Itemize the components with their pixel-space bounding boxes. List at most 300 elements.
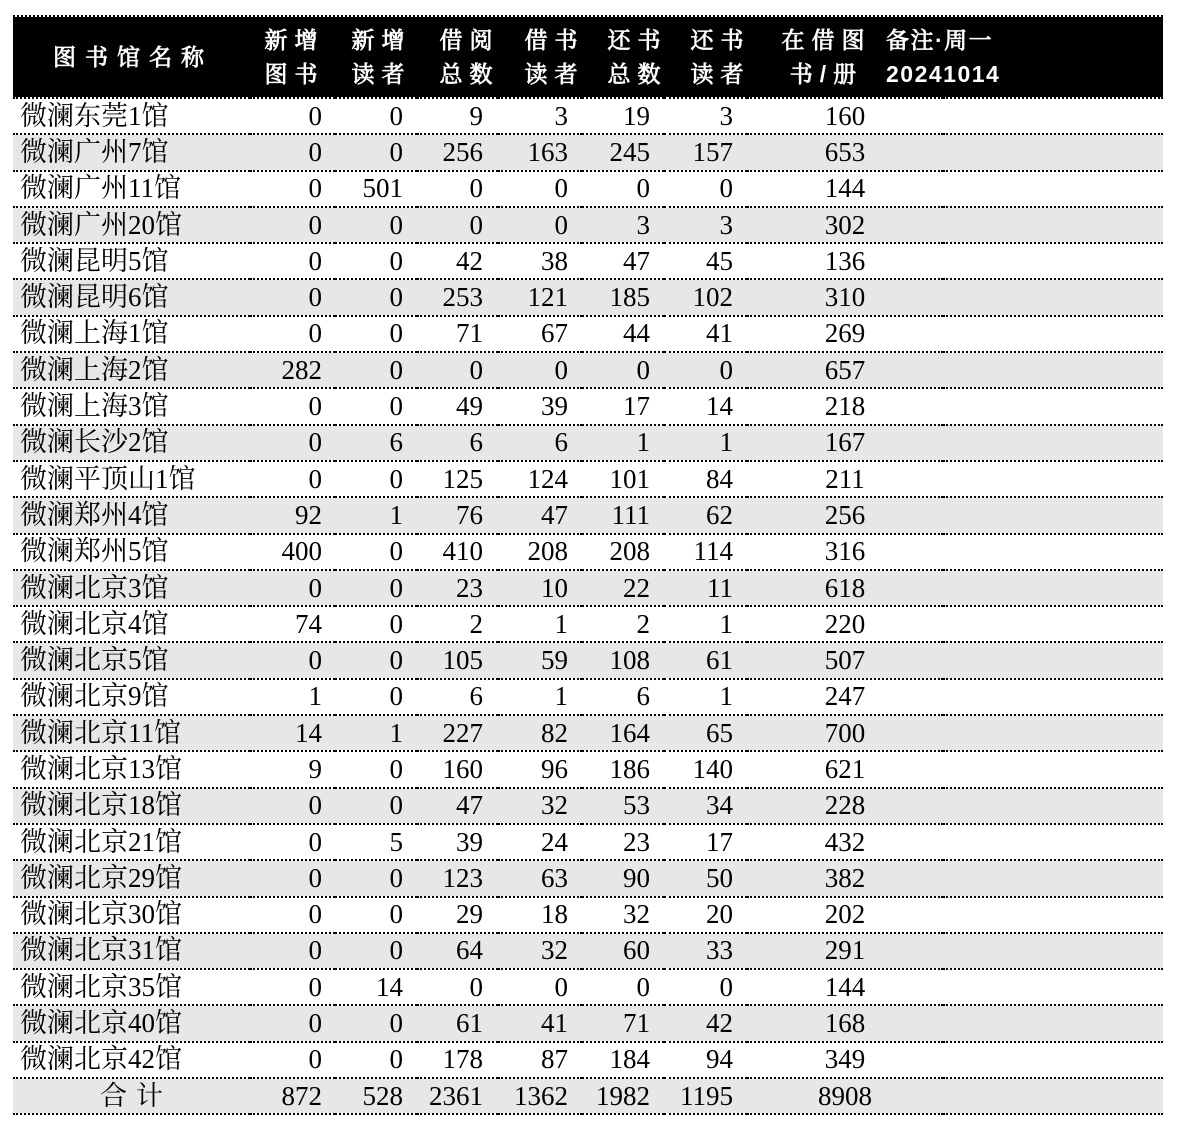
cell-value: 34 xyxy=(664,788,747,824)
cell-value: 0 xyxy=(582,171,664,207)
cell-value: 282 xyxy=(250,352,335,388)
column-header-line: 书/册 xyxy=(789,61,864,87)
cell-value: 0 xyxy=(498,207,582,243)
cell-value: 0 xyxy=(335,570,417,606)
cell-value: 0 xyxy=(335,534,417,570)
table-row xyxy=(13,897,1163,933)
table-row xyxy=(13,388,1163,424)
cell-value: 121 xyxy=(498,279,582,315)
cell-library-name: 微澜昆明5馆 xyxy=(13,243,250,279)
cell-value: 0 xyxy=(335,207,417,243)
cell-value: 19 xyxy=(582,98,664,134)
cell-books-on-loan: 247 xyxy=(747,679,943,715)
table-row xyxy=(13,969,1163,1005)
cell-books-on-loan: 218 xyxy=(747,388,943,424)
cell-value: 61 xyxy=(417,1005,498,1041)
cell-value: 410 xyxy=(417,534,498,570)
total-row xyxy=(13,1078,1163,1114)
cell-library-name: 微澜北京4馆 xyxy=(13,606,250,642)
cell-note xyxy=(943,171,1163,207)
cell-value: 5 xyxy=(335,824,417,860)
cell-value: 32 xyxy=(582,897,664,933)
cell-value: 41 xyxy=(664,316,747,352)
cell-value: 0 xyxy=(250,969,335,1005)
table-row xyxy=(13,1042,1163,1078)
cell-value: 23 xyxy=(582,824,664,860)
cell-value: 0 xyxy=(250,897,335,933)
cell-value: 11 xyxy=(664,570,747,606)
cell-value: 59 xyxy=(498,642,582,678)
table-row xyxy=(13,824,1163,860)
cell-note xyxy=(943,388,1163,424)
cell-value: 3 xyxy=(582,207,664,243)
cell-value: 184 xyxy=(582,1042,664,1078)
cell-value: 9 xyxy=(250,751,335,787)
cell-books-on-loan: 202 xyxy=(747,897,943,933)
cell-books-on-loan: 220 xyxy=(747,606,943,642)
cell-value: 3 xyxy=(498,98,582,134)
cell-value: 0 xyxy=(250,860,335,896)
cell-value: 1982 xyxy=(582,1078,664,1114)
table-row xyxy=(13,860,1163,896)
cell-value: 0 xyxy=(335,679,417,715)
cell-value: 0 xyxy=(335,606,417,642)
cell-value: 163 xyxy=(498,134,582,170)
column-header-new-readers xyxy=(328,17,428,97)
cell-books-on-loan: 618 xyxy=(747,570,943,606)
cell-value: 0 xyxy=(250,1005,335,1041)
cell-value: 0 xyxy=(335,134,417,170)
cell-value: 0 xyxy=(250,316,335,352)
cell-library-name: 微澜北京29馆 xyxy=(13,860,250,896)
column-header-line: 总数 xyxy=(439,61,500,87)
cell-value: 872 xyxy=(250,1078,335,1114)
cell-value: 47 xyxy=(498,497,582,533)
library-stats-table xyxy=(13,97,1163,1115)
cell-books-on-loan: 160 xyxy=(747,98,943,134)
table-row xyxy=(13,497,1163,533)
cell-value: 60 xyxy=(582,933,664,969)
table-row xyxy=(13,570,1163,606)
cell-note xyxy=(943,860,1163,896)
column-header-line: 还书 xyxy=(607,27,668,53)
cell-note xyxy=(943,570,1163,606)
cell-note xyxy=(943,897,1163,933)
cell-value: 76 xyxy=(417,497,498,533)
cell-value: 0 xyxy=(335,461,417,497)
table-row xyxy=(13,98,1163,134)
column-header-line: 借书 xyxy=(524,27,585,53)
cell-value: 38 xyxy=(498,243,582,279)
cell-books-on-loan: 291 xyxy=(747,933,943,969)
cell-library-name: 微澜北京9馆 xyxy=(13,679,250,715)
cell-value: 0 xyxy=(335,860,417,896)
cell-library-name: 微澜上海1馆 xyxy=(13,316,250,352)
cell-note xyxy=(943,715,1163,751)
table-row xyxy=(13,243,1163,279)
cell-value: 185 xyxy=(582,279,664,315)
cell-note xyxy=(943,1042,1163,1078)
cell-value: 501 xyxy=(335,171,417,207)
cell-note xyxy=(943,425,1163,461)
cell-value: 71 xyxy=(417,316,498,352)
cell-value: 71 xyxy=(582,1005,664,1041)
cell-value: 0 xyxy=(664,352,747,388)
cell-library-name: 微澜东莞1馆 xyxy=(13,98,250,134)
cell-value: 39 xyxy=(417,824,498,860)
column-header-line: 图书 xyxy=(264,61,325,87)
column-header-line: 20241014 xyxy=(886,61,1001,87)
cell-library-name: 微澜北京3馆 xyxy=(13,570,250,606)
column-header-line: 新增 xyxy=(264,27,325,53)
cell-value: 0 xyxy=(250,824,335,860)
cell-value: 53 xyxy=(582,788,664,824)
cell-value: 114 xyxy=(664,534,747,570)
cell-value: 0 xyxy=(498,969,582,1005)
total-label-cell: 合计 xyxy=(13,1078,250,1114)
cell-books-on-loan: 228 xyxy=(747,788,943,824)
cell-value: 17 xyxy=(582,388,664,424)
cell-value: 245 xyxy=(582,134,664,170)
cell-library-name: 微澜北京35馆 xyxy=(13,969,250,1005)
cell-note xyxy=(943,679,1163,715)
cell-value: 6 xyxy=(582,679,664,715)
cell-value: 62 xyxy=(664,497,747,533)
cell-note xyxy=(943,316,1163,352)
cell-value: 0 xyxy=(582,352,664,388)
cell-value: 9 xyxy=(417,98,498,134)
cell-library-name: 微澜北京30馆 xyxy=(13,897,250,933)
table-header-row xyxy=(13,17,1163,97)
cell-value: 24 xyxy=(498,824,582,860)
cell-value: 0 xyxy=(664,171,747,207)
cell-books-on-loan: 167 xyxy=(747,425,943,461)
cell-value: 67 xyxy=(498,316,582,352)
cell-value: 50 xyxy=(664,860,747,896)
column-header-library-name: 图书馆名称 xyxy=(53,44,213,70)
cell-library-name: 微澜广州11馆 xyxy=(13,171,250,207)
cell-value: 0 xyxy=(335,316,417,352)
cell-value: 63 xyxy=(498,860,582,896)
cell-library-name: 微澜广州20馆 xyxy=(13,207,250,243)
cell-value: 3 xyxy=(664,98,747,134)
cell-note xyxy=(943,98,1163,134)
cell-library-name: 微澜平顶山1馆 xyxy=(13,461,250,497)
cell-note xyxy=(943,642,1163,678)
cell-books-on-loan: 432 xyxy=(747,824,943,860)
cell-books-on-loan: 653 xyxy=(747,134,943,170)
cell-value: 227 xyxy=(417,715,498,751)
table-row xyxy=(13,279,1163,315)
cell-value: 14 xyxy=(335,969,417,1005)
column-header-line: 新增 xyxy=(351,27,412,53)
cell-value: 186 xyxy=(582,751,664,787)
table-row xyxy=(13,1005,1163,1041)
cell-value: 101 xyxy=(582,461,664,497)
column-header-line: 在借图 xyxy=(781,27,872,53)
cell-value: 0 xyxy=(335,897,417,933)
cell-value: 253 xyxy=(417,279,498,315)
cell-value: 0 xyxy=(335,98,417,134)
cell-value: 42 xyxy=(664,1005,747,1041)
cell-value: 1 xyxy=(664,425,747,461)
cell-value: 6 xyxy=(417,425,498,461)
cell-books-on-loan: 310 xyxy=(747,279,943,315)
cell-library-name: 微澜北京21馆 xyxy=(13,824,250,860)
cell-note xyxy=(943,1005,1163,1041)
cell-books-on-loan: 349 xyxy=(747,1042,943,1078)
cell-value: 105 xyxy=(417,642,498,678)
cell-value: 0 xyxy=(498,352,582,388)
cell-value: 0 xyxy=(250,279,335,315)
cell-note xyxy=(943,497,1163,533)
cell-note xyxy=(943,352,1163,388)
cell-books-on-loan: 507 xyxy=(747,642,943,678)
cell-note xyxy=(943,534,1163,570)
cell-library-name: 微澜广州7馆 xyxy=(13,134,250,170)
cell-value: 94 xyxy=(664,1042,747,1078)
cell-value: 1 xyxy=(664,679,747,715)
table-row xyxy=(13,715,1163,751)
cell-library-name: 微澜北京11馆 xyxy=(13,715,250,751)
cell-value: 528 xyxy=(335,1078,417,1114)
cell-value: 102 xyxy=(664,279,747,315)
cell-value: 0 xyxy=(250,207,335,243)
cell-books-on-loan: 136 xyxy=(747,243,943,279)
cell-books-on-loan: 168 xyxy=(747,1005,943,1041)
cell-value: 0 xyxy=(250,642,335,678)
cell-value: 0 xyxy=(335,352,417,388)
cell-library-name: 微澜北京31馆 xyxy=(13,933,250,969)
cell-value: 32 xyxy=(498,933,582,969)
cell-value: 84 xyxy=(664,461,747,497)
cell-note xyxy=(943,606,1163,642)
cell-value: 208 xyxy=(498,534,582,570)
cell-value: 87 xyxy=(498,1042,582,1078)
cell-library-name: 微澜北京13馆 xyxy=(13,751,250,787)
table-row xyxy=(13,207,1163,243)
table-row xyxy=(13,751,1163,787)
cell-note xyxy=(943,824,1163,860)
cell-library-name: 微澜郑州4馆 xyxy=(13,497,250,533)
column-header-line: 读者 xyxy=(351,61,412,87)
cell-value: 0 xyxy=(250,570,335,606)
cell-value: 123 xyxy=(417,860,498,896)
cell-books-on-loan: 382 xyxy=(747,860,943,896)
cell-value: 178 xyxy=(417,1042,498,1078)
cell-value: 0 xyxy=(250,98,335,134)
table-row xyxy=(13,352,1163,388)
cell-value: 108 xyxy=(582,642,664,678)
cell-books-on-loan: 211 xyxy=(747,461,943,497)
cell-value: 92 xyxy=(250,497,335,533)
cell-books-on-loan: 144 xyxy=(747,171,943,207)
cell-value: 17 xyxy=(664,824,747,860)
cell-value: 3 xyxy=(664,207,747,243)
cell-value: 49 xyxy=(417,388,498,424)
column-header-line: 读者 xyxy=(524,61,585,87)
cell-books-on-loan: 621 xyxy=(747,751,943,787)
column-header-line: 借阅 xyxy=(439,27,500,53)
cell-library-name: 微澜北京40馆 xyxy=(13,1005,250,1041)
cell-books-on-loan: 657 xyxy=(747,352,943,388)
cell-value: 0 xyxy=(250,933,335,969)
cell-value: 29 xyxy=(417,897,498,933)
cell-value: 23 xyxy=(417,570,498,606)
cell-value: 45 xyxy=(664,243,747,279)
column-header-line: 还书 xyxy=(690,27,751,53)
cell-value: 6 xyxy=(498,425,582,461)
cell-value: 0 xyxy=(250,171,335,207)
cell-value: 0 xyxy=(335,933,417,969)
library-daily-report-table xyxy=(13,15,1163,1115)
cell-books-on-loan: 316 xyxy=(747,534,943,570)
cell-value: 41 xyxy=(498,1005,582,1041)
cell-value: 0 xyxy=(335,1005,417,1041)
cell-value: 0 xyxy=(335,642,417,678)
cell-value: 0 xyxy=(250,425,335,461)
cell-value: 1 xyxy=(498,679,582,715)
cell-note xyxy=(943,1078,1163,1114)
cell-value: 160 xyxy=(417,751,498,787)
cell-value: 208 xyxy=(582,534,664,570)
cell-note xyxy=(943,969,1163,1005)
cell-value: 10 xyxy=(498,570,582,606)
cell-value: 1 xyxy=(582,425,664,461)
table-row xyxy=(13,679,1163,715)
cell-value: 140 xyxy=(664,751,747,787)
cell-value: 157 xyxy=(664,134,747,170)
cell-value: 0 xyxy=(417,171,498,207)
cell-value: 0 xyxy=(335,243,417,279)
cell-value: 124 xyxy=(498,461,582,497)
column-header-books-on-loan xyxy=(773,17,873,97)
cell-value: 65 xyxy=(664,715,747,751)
cell-value: 1 xyxy=(335,497,417,533)
cell-value: 32 xyxy=(498,788,582,824)
cell-value: 0 xyxy=(335,788,417,824)
cell-value: 1195 xyxy=(664,1078,747,1114)
cell-value: 82 xyxy=(498,715,582,751)
column-header-line: 读者 xyxy=(690,61,751,87)
cell-value: 0 xyxy=(417,207,498,243)
cell-value: 61 xyxy=(664,642,747,678)
table-row xyxy=(13,425,1163,461)
cell-note xyxy=(943,461,1163,497)
cell-library-name: 微澜昆明6馆 xyxy=(13,279,250,315)
cell-value: 256 xyxy=(417,134,498,170)
cell-value: 1 xyxy=(498,606,582,642)
cell-value: 0 xyxy=(250,461,335,497)
table-row xyxy=(13,134,1163,170)
cell-value: 1362 xyxy=(498,1078,582,1114)
cell-value: 64 xyxy=(417,933,498,969)
table-row xyxy=(13,534,1163,570)
cell-value: 6 xyxy=(335,425,417,461)
table-row xyxy=(13,933,1163,969)
cell-value: 1 xyxy=(250,679,335,715)
cell-value: 22 xyxy=(582,570,664,606)
cell-value: 125 xyxy=(417,461,498,497)
cell-books-on-loan: 700 xyxy=(747,715,943,751)
table-row xyxy=(13,788,1163,824)
cell-value: 0 xyxy=(664,969,747,1005)
cell-value: 0 xyxy=(335,279,417,315)
cell-value: 400 xyxy=(250,534,335,570)
cell-value: 6 xyxy=(417,679,498,715)
cell-books-on-loan: 256 xyxy=(747,497,943,533)
cell-library-name: 微澜北京5馆 xyxy=(13,642,250,678)
cell-note xyxy=(943,207,1163,243)
cell-library-name: 微澜上海3馆 xyxy=(13,388,250,424)
cell-value: 33 xyxy=(664,933,747,969)
cell-value: 20 xyxy=(664,897,747,933)
cell-value: 111 xyxy=(582,497,664,533)
cell-value: 44 xyxy=(582,316,664,352)
cell-value: 2 xyxy=(417,606,498,642)
column-header-line: 备注·周一 xyxy=(886,27,994,53)
cell-note xyxy=(943,788,1163,824)
cell-value: 14 xyxy=(664,388,747,424)
cell-value: 47 xyxy=(582,243,664,279)
cell-books-on-loan: 8908 xyxy=(747,1078,943,1114)
cell-library-name: 微澜长沙2馆 xyxy=(13,425,250,461)
table-row xyxy=(13,171,1163,207)
cell-value: 0 xyxy=(250,788,335,824)
column-header-returning-readers xyxy=(667,17,767,97)
cell-value: 74 xyxy=(250,606,335,642)
cell-value: 1 xyxy=(335,715,417,751)
cell-value: 14 xyxy=(250,715,335,751)
cell-value: 0 xyxy=(417,969,498,1005)
cell-value: 164 xyxy=(582,715,664,751)
cell-note xyxy=(943,933,1163,969)
column-header-note-date xyxy=(886,17,1176,97)
cell-books-on-loan: 302 xyxy=(747,207,943,243)
cell-value: 18 xyxy=(498,897,582,933)
column-header-new-books xyxy=(241,17,341,97)
cell-note xyxy=(943,243,1163,279)
cell-note xyxy=(943,134,1163,170)
cell-value: 39 xyxy=(498,388,582,424)
cell-note xyxy=(943,279,1163,315)
cell-value: 0 xyxy=(250,243,335,279)
cell-books-on-loan: 269 xyxy=(747,316,943,352)
cell-value: 0 xyxy=(335,388,417,424)
cell-value: 0 xyxy=(250,1042,335,1078)
table-row xyxy=(13,316,1163,352)
cell-library-name: 微澜郑州5馆 xyxy=(13,534,250,570)
cell-value: 96 xyxy=(498,751,582,787)
cell-value: 0 xyxy=(250,388,335,424)
cell-value: 0 xyxy=(582,969,664,1005)
cell-value: 47 xyxy=(417,788,498,824)
table-row xyxy=(13,606,1163,642)
cell-value: 0 xyxy=(335,751,417,787)
cell-value: 90 xyxy=(582,860,664,896)
table-row xyxy=(13,642,1163,678)
cell-value: 2 xyxy=(582,606,664,642)
cell-value: 1 xyxy=(664,606,747,642)
cell-library-name: 微澜北京42馆 xyxy=(13,1042,250,1078)
cell-value: 0 xyxy=(335,1042,417,1078)
cell-value: 0 xyxy=(250,134,335,170)
cell-books-on-loan: 144 xyxy=(747,969,943,1005)
cell-value: 0 xyxy=(417,352,498,388)
cell-library-name: 微澜北京18馆 xyxy=(13,788,250,824)
cell-note xyxy=(943,751,1163,787)
cell-value: 2361 xyxy=(417,1078,498,1114)
